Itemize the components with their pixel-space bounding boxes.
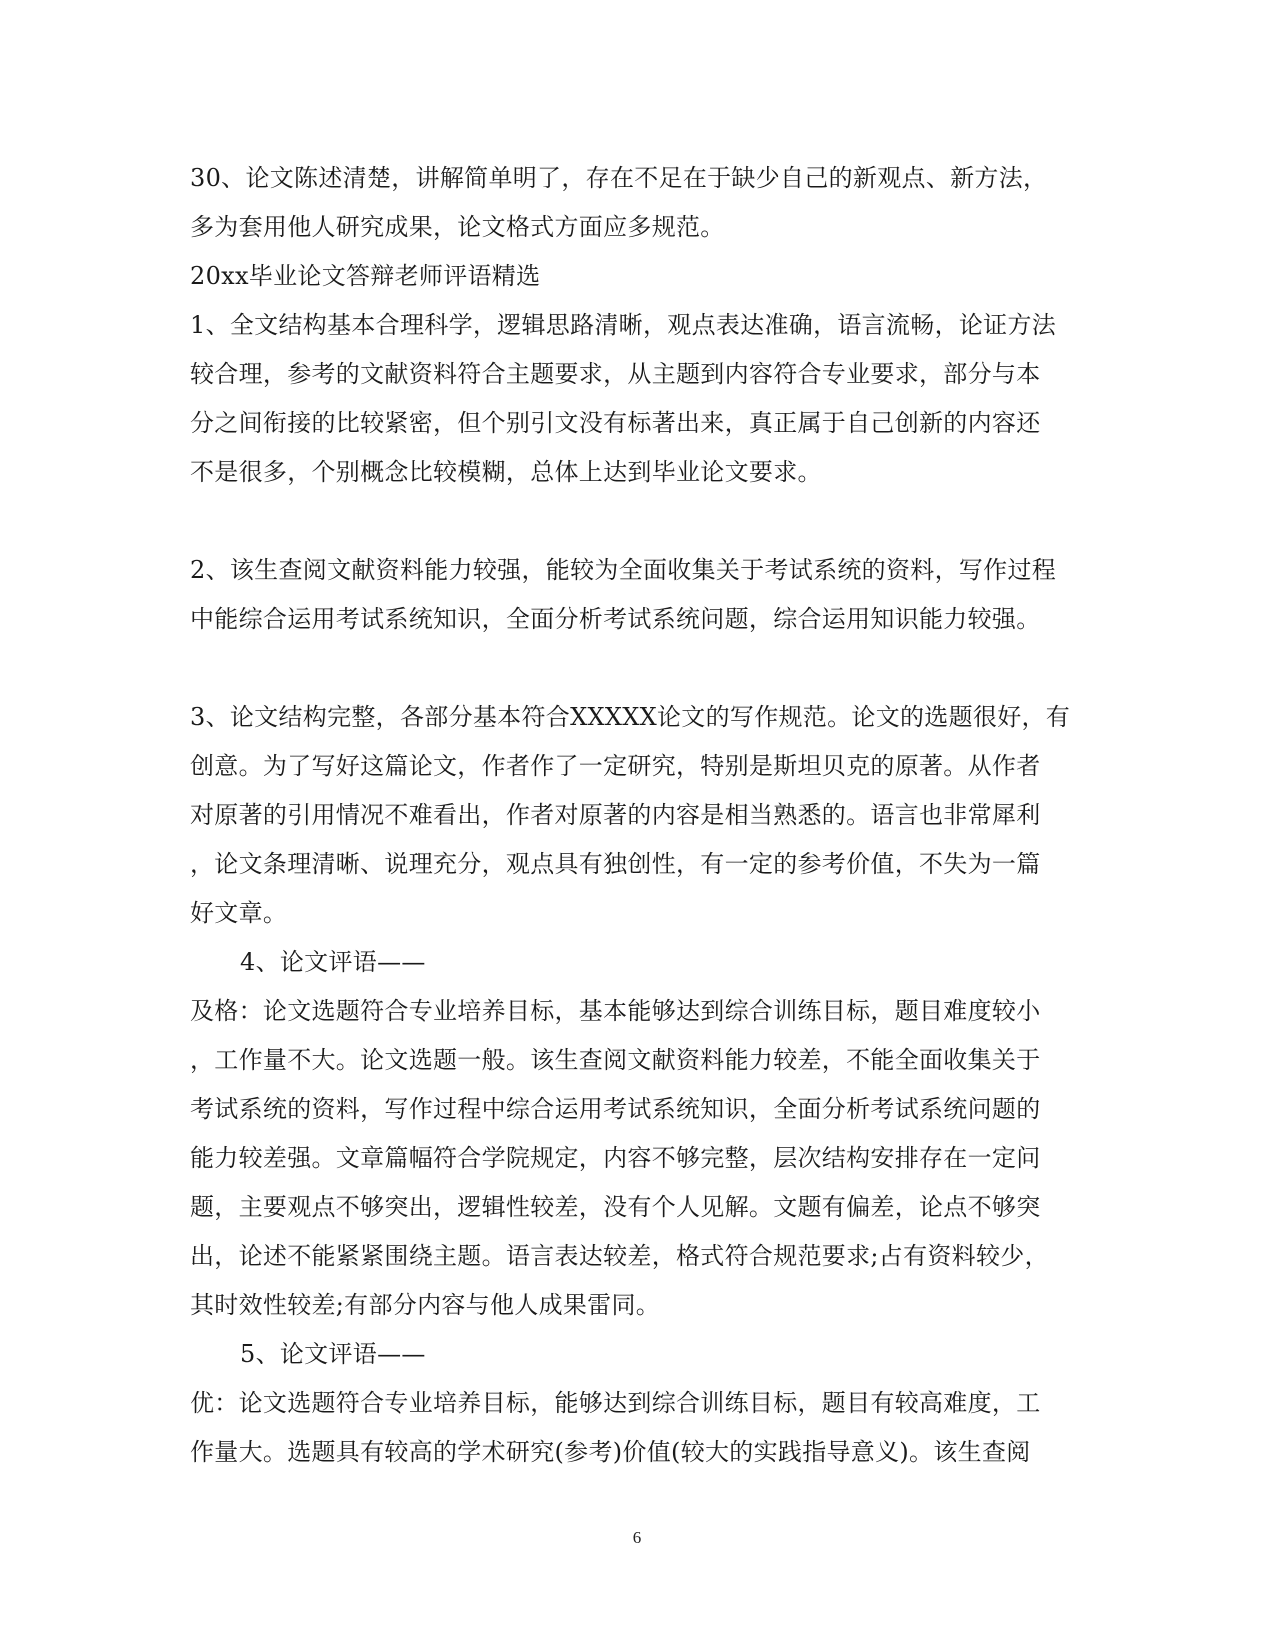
text-line: 作量大。选题具有较高的学术研究(参考)价值(较大的实践指导意义)。该生查阅 [190,1438,1031,1466]
blank-line [190,497,1080,546]
text-line: 不是很多，个别概念比较模糊，总体上达到毕业论文要求。 [190,458,822,486]
text-line: 对原著的引用情况不难看出，作者对原著的内容是相当熟悉的。语言也非常犀利 [190,801,1041,829]
blank-line [190,644,1080,693]
text-line: 分之间衔接的比较紧密，但个别引文没有标著出来，真正属于自己创新的内容还 [190,409,1041,437]
text-line: ，论文条理清晰、说理充分，观点具有独创性，有一定的参考价值，不失为一篇 [190,850,1041,878]
item-heading: 5、论文评语—— [240,1340,426,1368]
text-line: 30、论文陈述清楚，讲解简单明了，存在不足在于缺少自己的新观点、新方法， [190,164,1048,192]
text-line: 中能综合运用考试系统知识，全面分析考试系统问题，综合运用知识能力较强。 [190,605,1041,633]
item-heading: 4、论文评语—— [240,948,426,976]
text-line: 优：论文选题符合专业培养目标，能够达到综合训练目标，题目有较高难度，工 [190,1389,1041,1417]
text-line: 1、全文结构基本合理科学，逻辑思路清晰，观点表达准确，语言流畅，论证方法 [190,311,1057,339]
text-line: 多为套用他人研究成果，论文格式方面应多规范。 [190,213,725,241]
text-line: ，工作量不大。论文选题一般。该生查阅文献资料能力较差，不能全面收集关于 [190,1046,1041,1074]
text-line: 及格：论文选题符合专业培养目标，基本能够达到综合训练目标，题目难度较小 [190,997,1041,1025]
text-line: 能力较差强。文章篇幅符合学院规定，内容不够完整，层次结构安排存在一定问 [190,1144,1041,1172]
text-line: 考试系统的资料，写作过程中综合运用考试系统知识，全面分析考试系统问题的 [190,1095,1041,1123]
text-line: 出，论述不能紧紧围绕主题。语言表达较差，格式符合规范要求;占有资料较少， [190,1242,1049,1270]
text-line: 2、该生查阅文献资料能力较强，能较为全面收集关于考试系统的资料，写作过程 [190,556,1057,584]
document-body [190,154,1080,1477]
section-heading: 20xx毕业论文答辩老师评语精选 [190,262,541,290]
text-line: 好文章。 [190,899,288,927]
page-number: 6 [632,1528,642,1547]
text-line: 题，主要观点不够突出，逻辑性较差，没有个人见解。文题有偏差，论点不够突 [190,1193,1041,1221]
text-line: 3、论文结构完整，各部分基本符合XXXXX论文的写作规范。论文的选题很好，有 [190,703,1071,731]
text-line: 其时效性较差;有部分内容与他人成果雷同。 [190,1291,661,1319]
text-line: 创意。为了写好这篇论文，作者作了一定研究，特别是斯坦贝克的原著。从作者 [190,752,1041,780]
text-line: 较合理，参考的文献资料符合主题要求，从主题到内容符合专业要求，部分与本 [190,360,1041,388]
